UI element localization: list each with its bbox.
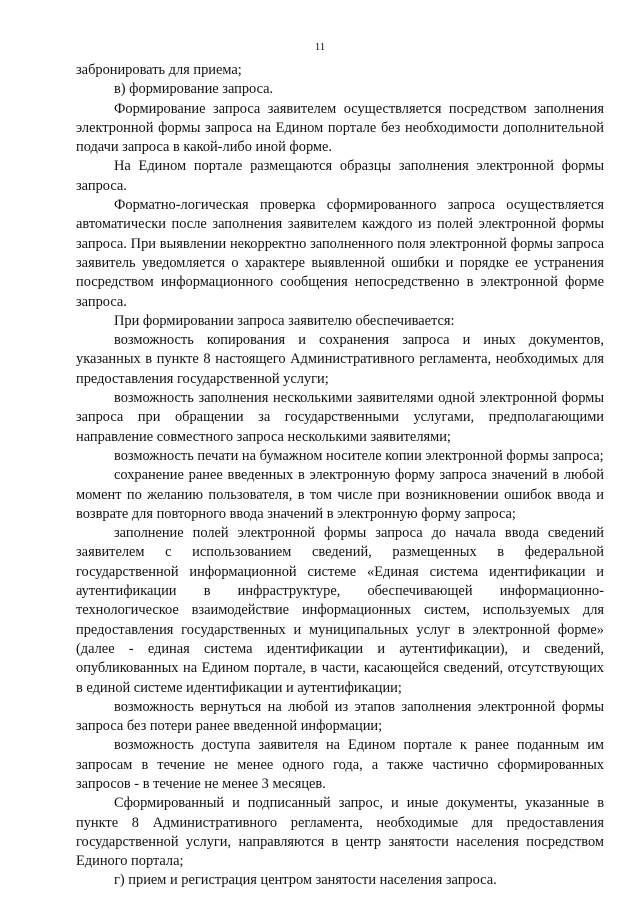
paragraph-15: г) прием и регистрация центром занятости населения запроса.	[114, 872, 497, 889]
document-body	[76, 61, 604, 891]
page-number: 11	[314, 41, 326, 53]
paragraph-4: На Едином портале размещаются образцы заполнения электронной формы запроса.	[76, 158, 604, 194]
paragraph-14: Сформированный и подписанный запрос, и иные документы, указанные в пункте 8 Административного регламента, необходимые для предоставления государственной услуги, направляются в центр занятости населения посредством Единого портала;	[76, 795, 604, 870]
paragraph-3: Формирование запроса заявителем осуществляется посредством заполнения электронной формы запроса на Едином портале без необходимости дополнительной подачи запроса в какой-либо иной форме.	[76, 100, 604, 156]
paragraph-8: возможность заполнения несколькими заявителями одной электронной формы запроса при обращении за государственными услугами, предполагающими направление совместного запроса несколькими заявителями;	[76, 390, 604, 445]
paragraph-7: возможность копирования и сохранения запроса и иных документов, указанных в пункте 8 настоящего Административного регламента, необходимых для предоставления государственной услуги;	[76, 332, 604, 387]
paragraph-1: забронировать для приема;	[76, 62, 242, 78]
paragraph-11: заполнение полей электронной формы запроса до начала ввода сведений заявителем с использованием сведений, размещенных в федеральной государственной информационной системе «Единая система идентификации и аутентификации в инфраструктуре, обеспечивающей информационно-технологическое взаимодействие информационных систем, используемых для предоставления государственных и муниципальных услуг в электронной форме» (далее - единая система идентификации и аутентификации), и сведений, опубликованных на Едином портале, в части, касающейся сведений, отсутствующих в единой системе идентификации и аутентификации;	[76, 525, 604, 696]
paragraph-9: возможность печати на бумажном носителе копии электронной формы запроса;	[114, 447, 604, 464]
paragraph-5: Форматно-логическая проверка сформированного запроса осуществляется автоматически после заполнения заявителем каждого из полей электронной формы запроса. При выявлении некорректно заполненного поля электронной формы запроса заявитель уведомляется о характере выявленной ошибки и порядке ее устранения посредством информационного сообщения непосредственно в электронной форме запроса.	[76, 197, 604, 310]
paragraph-12: возможность вернуться на любой из этапов заполнения электронной формы запроса без потери ранее введенной информации;	[76, 698, 604, 735]
paragraph-10: сохранение ранее введенных в электронную форму запроса значений в любой момент по желанию пользователя, в том числе при возникновении ошибок ввода и возврате для повторного ввода значений в электронную форму запроса;	[76, 467, 604, 522]
paragraph-6: При формировании запроса заявителю обеспечивается:	[114, 312, 455, 329]
paragraph-13: возможность доступа заявителя на Едином портале к ранее поданным им запросам в течение не менее одного года, а также частично сформированных запросов - в течение не менее 3 месяцев.	[76, 737, 604, 792]
paragraph-2: в) формирование запроса.	[114, 81, 274, 98]
